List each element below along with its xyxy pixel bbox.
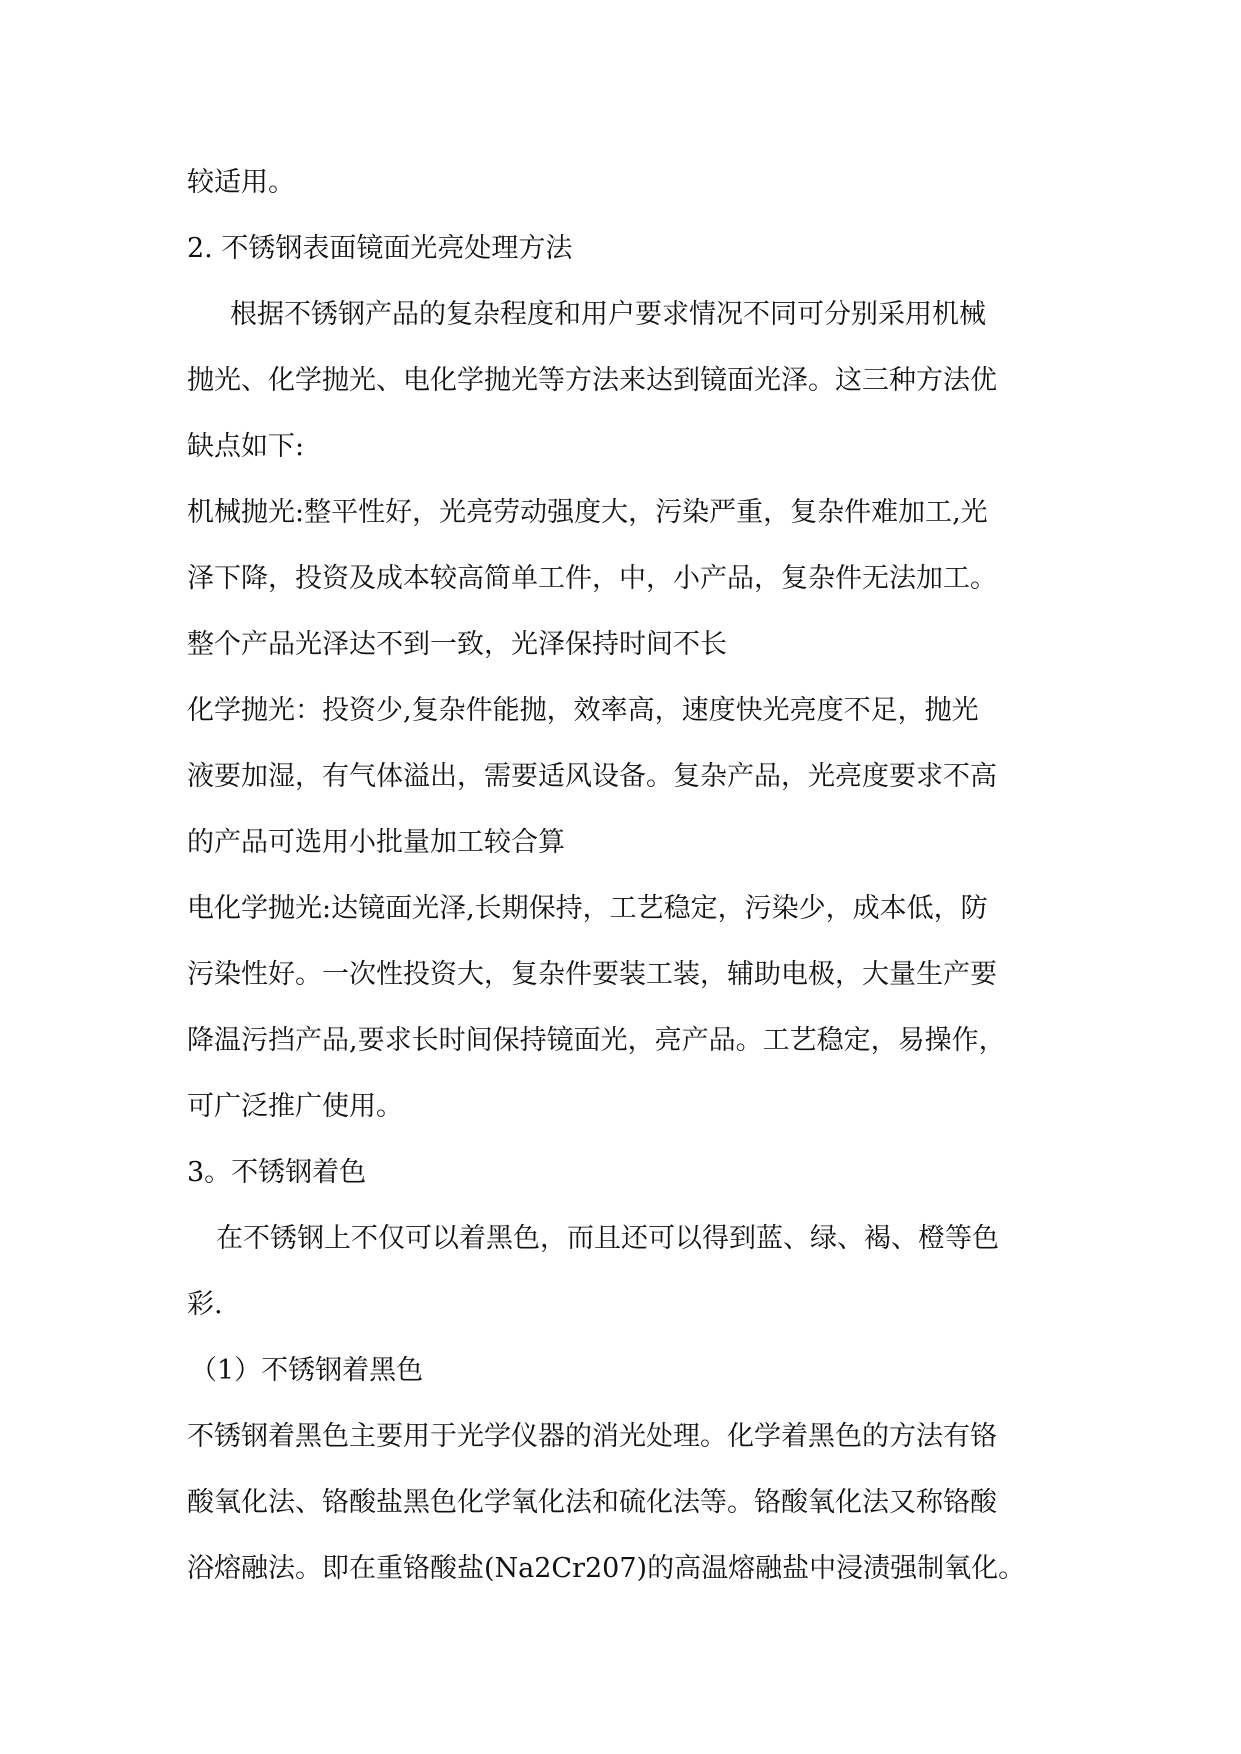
text-line: 泽下降，投资及成本较高简单工件，中，小产品，复杂件无法加工。: [187, 563, 997, 594]
text-line: 根据不锈钢产品的复杂程度和用户要求情况不同可分别采用机械: [230, 299, 986, 330]
text-line: 酸氧化法、铬酸盐黑色化学氧化法和硫化法等。铬酸氧化法又称铬酸: [187, 1487, 997, 1518]
text-line: 的产品可选用小批量加工较合算: [187, 827, 565, 858]
text-line: 降温污挡产品,要求长时间保持镜面光，亮产品。工艺稳定，易操作，: [187, 1025, 1006, 1056]
text-line: 不锈钢着黑色主要用于光学仪器的消光处理。化学着黑色的方法有铬: [187, 1421, 997, 1452]
text-line: 在不锈钢上不仅可以着黑色，而且还可以得到蓝、绿、褐、橙等色: [216, 1223, 999, 1254]
text-line: 缺点如下:: [187, 431, 305, 462]
section-heading: 3。不锈钢着色: [187, 1157, 367, 1188]
text-line: 可广泛推广使用。: [187, 1091, 403, 1122]
text-line: 化学抛光：投资少,复杂件能抛，效率高，速度快光亮度不足，抛光: [187, 695, 979, 726]
text-line: 抛光、化学抛光、电化学抛光等方法来达到镜面光泽。这三种方法优: [187, 365, 997, 396]
text-line: 污染性好。一次性投资大，复杂件要装工装，辅助电极，大量生产要: [187, 959, 997, 990]
text-line: 机械抛光:整平性好，光亮劳动强度大，污染严重，复杂件难加工,光: [187, 497, 988, 528]
text-line: 彩.: [187, 1289, 223, 1320]
subsection-heading: （1）不锈钢着黑色: [190, 1355, 424, 1386]
text-line: 液要加湿，有气体溢出，需要适风设备。复杂产品，光亮度要求不高: [187, 761, 997, 792]
text-line: 较适用。: [187, 167, 295, 198]
text-line: 整个产品光泽达不到一致，光泽保持时间不长: [187, 629, 727, 660]
section-heading: 2. 不锈钢表面镜面光亮处理方法: [187, 233, 573, 264]
text-line: 电化学抛光:达镜面光泽,长期保持，工艺稳定，污染少，成本低，防: [187, 893, 988, 924]
text-line: 浴熔融法。即在重铬酸盐(Na2Cr207)的高温熔融盐中浸渍强制氧化。: [187, 1553, 1026, 1584]
